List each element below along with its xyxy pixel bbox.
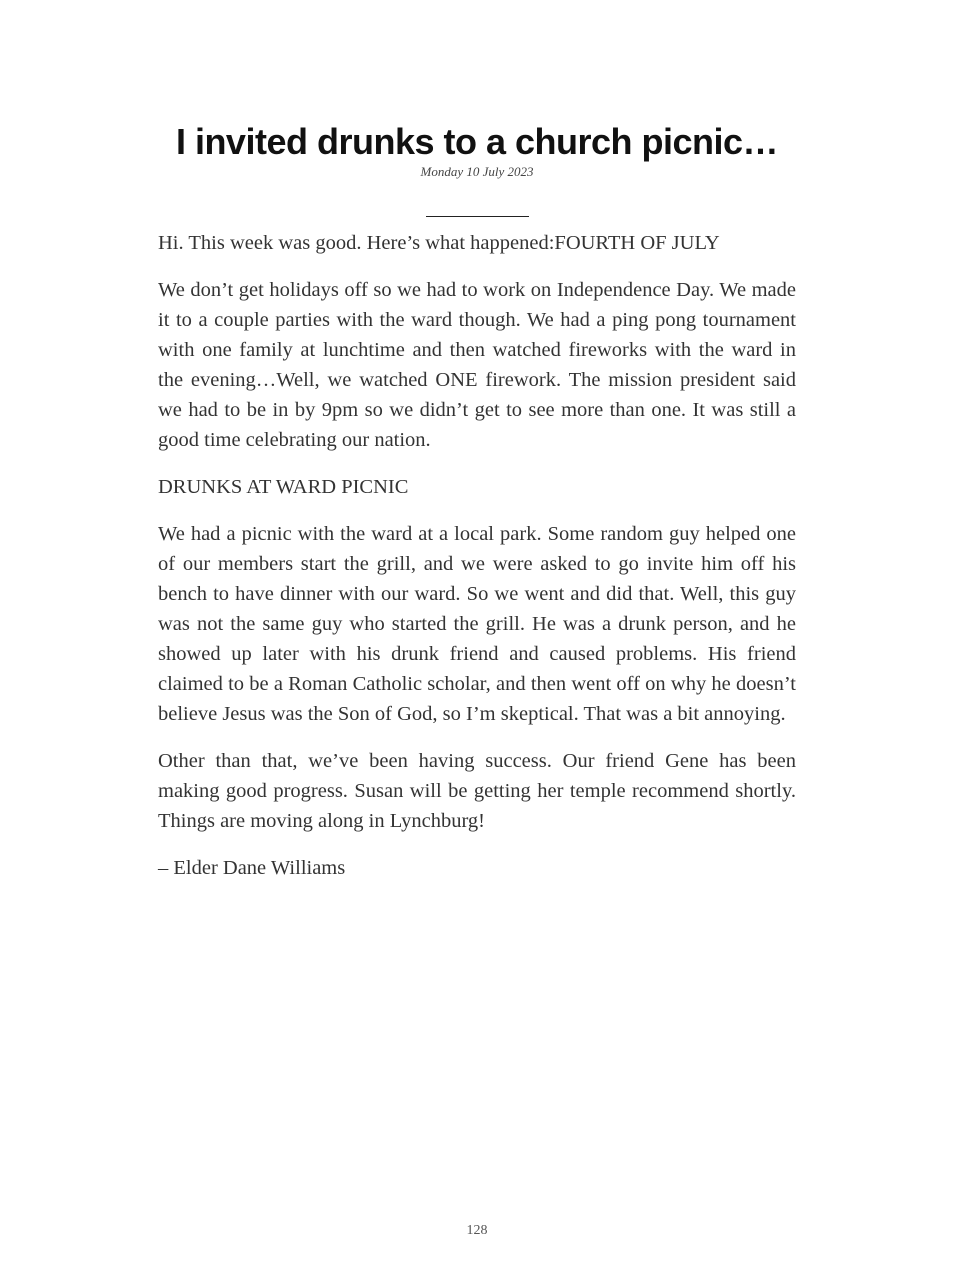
signature-line: – Elder Dane Williams <box>158 857 346 879</box>
article-body <box>158 228 796 900</box>
article-date: Monday 10 July 2023 <box>420 164 534 179</box>
progress-paragraph: Other than that, we’ve been having success. Our friend Gene has been making good progress. Susan will be getting her temple recommend shortly. Things are moving along in Lynchburg! <box>158 750 796 832</box>
intro-paragraph: Hi. This week was good. Here’s what happened:FOURTH OF JULY <box>158 232 720 254</box>
independence-day-paragraph: We don’t get holidays off so we had to work on Independence Day. We made it to a couple parties with the ward though. We had a ping pong tournament with one family at lunchtime and then watched fireworks with the ward in the evening…Well, we watched ONE firework. The mission president said we had to be in by 9pm so we didn’t get to see more than one. It was still a good time celebrating our nation. <box>158 279 796 451</box>
article-title: I invited drunks to a church picnic… <box>175 121 779 162</box>
picnic-paragraph: We had a picnic with the ward at a local park. Some random guy helped one of our members start the grill, and we were asked to go invite him off his bench to have dinner with our ward. So we went and did that. Well, this guy was not the same guy who started the grill. He was a drunk person, and he showed up later with his drunk friend and caused problems. His friend claimed to be a Roman Catholic scholar, and then went off on why he doesn’t believe Jesus was the Son of God, so I’m skeptical. That was a bit annoying. <box>158 523 796 725</box>
page-number: 128 <box>466 1223 488 1238</box>
section-heading-drunks: DRUNKS AT WARD PICNIC <box>158 476 409 498</box>
title-divider <box>426 216 529 217</box>
